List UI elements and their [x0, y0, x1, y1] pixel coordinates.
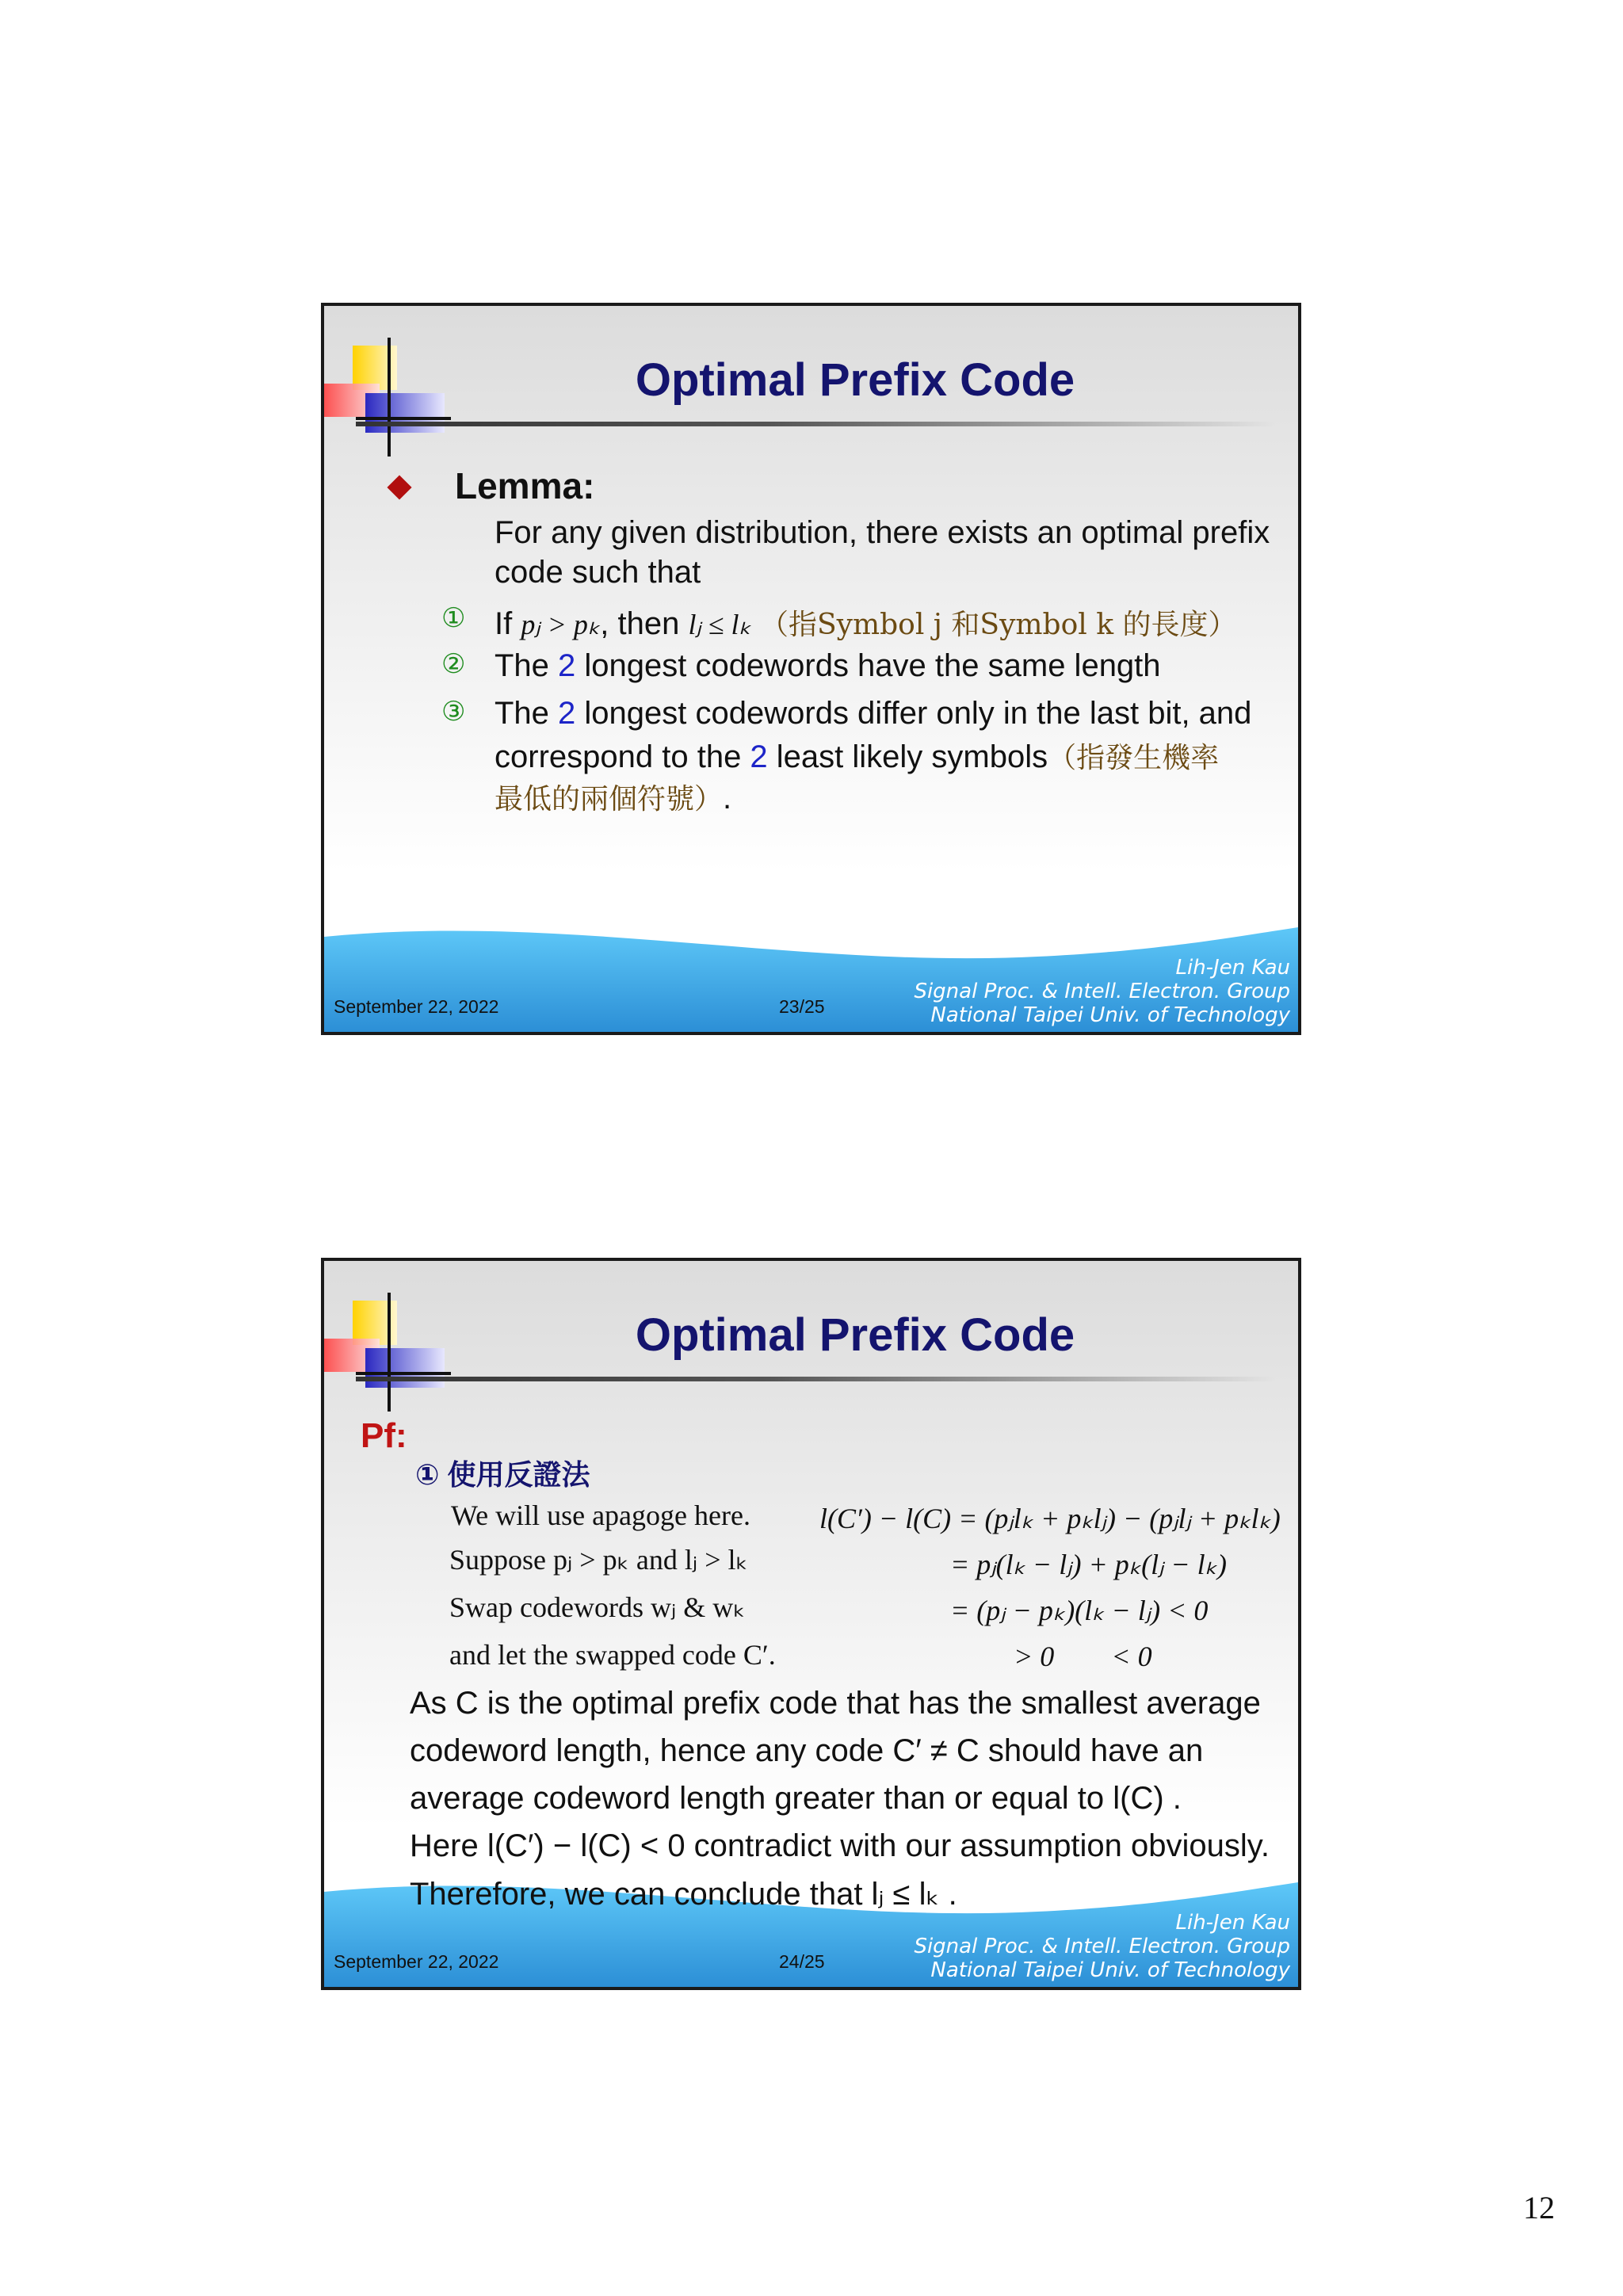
- footer-page-number: 24/25: [779, 1951, 825, 1972]
- item-2-text-a: The: [495, 648, 559, 683]
- item-number: ②: [441, 649, 466, 679]
- item-1-chinese-note: （指Symbol j 和Symbol k 的長度）: [759, 609, 1237, 641]
- lemma-item-1: [441, 602, 465, 634]
- title-rule: [356, 422, 1275, 426]
- slide-logo-icon: [324, 338, 451, 457]
- item-2-number-two: 2: [558, 648, 576, 683]
- item-3-text-d: correspond to the: [495, 739, 750, 774]
- proof-left-line-1: We will use apagoge here.: [451, 1499, 750, 1531]
- item-1-then: , then: [600, 606, 689, 641]
- proof-paragraph-line-1: As C is the optimal prefix code that has the smallest average: [410, 1686, 1261, 1721]
- item-3-text-a: The: [495, 696, 559, 731]
- item-3-period: .: [723, 781, 732, 816]
- lemma-item-2-text: [495, 648, 1161, 684]
- credit-author: Lih-Jen Kau: [1175, 956, 1290, 980]
- item-3-number-two-b: 2: [750, 739, 768, 774]
- footer-date: September 22, 2022: [334, 1951, 499, 1972]
- item-number: ③: [441, 697, 466, 727]
- diamond-bullet-icon: [387, 475, 411, 499]
- sub-number: ①: [415, 1458, 440, 1491]
- sub-label: 使用反證法: [447, 1458, 590, 1492]
- proof-subheading: [415, 1453, 590, 1493]
- lemma-intro-line-2: code such that: [495, 555, 701, 590]
- item-3-text-c: longest codewords differ only in the last bit, and: [575, 696, 1252, 731]
- lemma-item-2-number: [441, 648, 465, 680]
- equation-line-1: l(C′) − l(C) = (pⱼlₖ + pₖlⱼ) − (pⱼlⱼ + pₖlₖ): [819, 1503, 1281, 1534]
- document-page-number: 12: [1523, 2190, 1555, 2225]
- slide-24: [321, 1258, 1301, 1990]
- item-1-prefix: If: [495, 606, 521, 641]
- slide-logo-icon: [324, 1293, 451, 1412]
- lemma-heading: Lemma:: [455, 465, 595, 506]
- proof-paragraph-line-3: average codeword length greater than or equal to l(C) .: [410, 1781, 1182, 1816]
- credit-group: Signal Proc. & Intell. Electron. Group: [914, 980, 1290, 1003]
- item-2-text-c: longest codewords have the same length: [575, 648, 1161, 683]
- item-1-math-result: lⱼ ≤ lₖ: [688, 609, 751, 640]
- lemma-item-3-line-3: [495, 777, 731, 817]
- proof-paragraph-line-4: Here l(C′) − l(C) < 0 contradict with our assumption obviously.: [410, 1828, 1270, 1863]
- equation-line-2: = pⱼ(lₖ − lⱼ) + pₖ(lⱼ − lₖ): [950, 1549, 1227, 1580]
- proof-paragraph-line-2: codeword length, hence any code C′ ≠ C should have an: [410, 1733, 1204, 1768]
- lemma-item-3-line-1: [495, 696, 1251, 732]
- slide-title: Optimal Prefix Code: [635, 354, 1075, 406]
- footer-date: September 22, 2022: [334, 996, 499, 1017]
- lemma-item-3-number: [441, 696, 465, 728]
- lemma-item-1-text: [495, 602, 1236, 643]
- proof-paragraph-line-5: Therefore, we can conclude that lⱼ ≤ lₖ .: [410, 1877, 957, 1912]
- lemma-item-3-line-2: [495, 735, 1219, 776]
- credit-group: Signal Proc. & Intell. Electron. Group: [914, 1935, 1290, 1958]
- item-3-number-two: 2: [558, 696, 576, 731]
- credit-university: National Taipei Univ. of Technology: [930, 1958, 1290, 1982]
- slide-title: Optimal Prefix Code: [635, 1309, 1075, 1361]
- title-rule: [356, 1377, 1275, 1381]
- proof-left-line-2: Suppose pⱼ > pₖ and lⱼ > lₖ: [449, 1544, 748, 1576]
- proof-left-line-4: and let the swapped code C′.: [449, 1639, 776, 1671]
- item-3-chinese-note-1: （指發生機率: [1048, 742, 1220, 774]
- footer-credit: [914, 956, 1290, 1027]
- proof-heading: Pf:: [361, 1416, 407, 1455]
- credit-university: National Taipei Univ. of Technology: [930, 1003, 1290, 1027]
- proof-left-line-3: Swap codewords wⱼ & wₖ: [449, 1591, 746, 1623]
- item-1-math-condition: pⱼ > pₖ: [521, 609, 601, 640]
- slide-23: [321, 303, 1301, 1035]
- footer-credit: [914, 1911, 1290, 1982]
- equation-line-3: = (pⱼ − pₖ)(lₖ − lⱼ) < 0: [950, 1595, 1209, 1626]
- footer-page-number: 23/25: [779, 996, 825, 1017]
- credit-author: Lih-Jen Kau: [1175, 1911, 1290, 1935]
- item-3-chinese-note-2: 最低的兩個符號）: [495, 783, 724, 816]
- equation-line-4: > 0 < 0: [1014, 1641, 1152, 1672]
- item-3-text-f: least likely symbols: [767, 739, 1048, 774]
- lemma-intro-line-1: For any given distribution, there exists an optimal prefix: [495, 515, 1270, 550]
- item-number: ①: [441, 603, 466, 633]
